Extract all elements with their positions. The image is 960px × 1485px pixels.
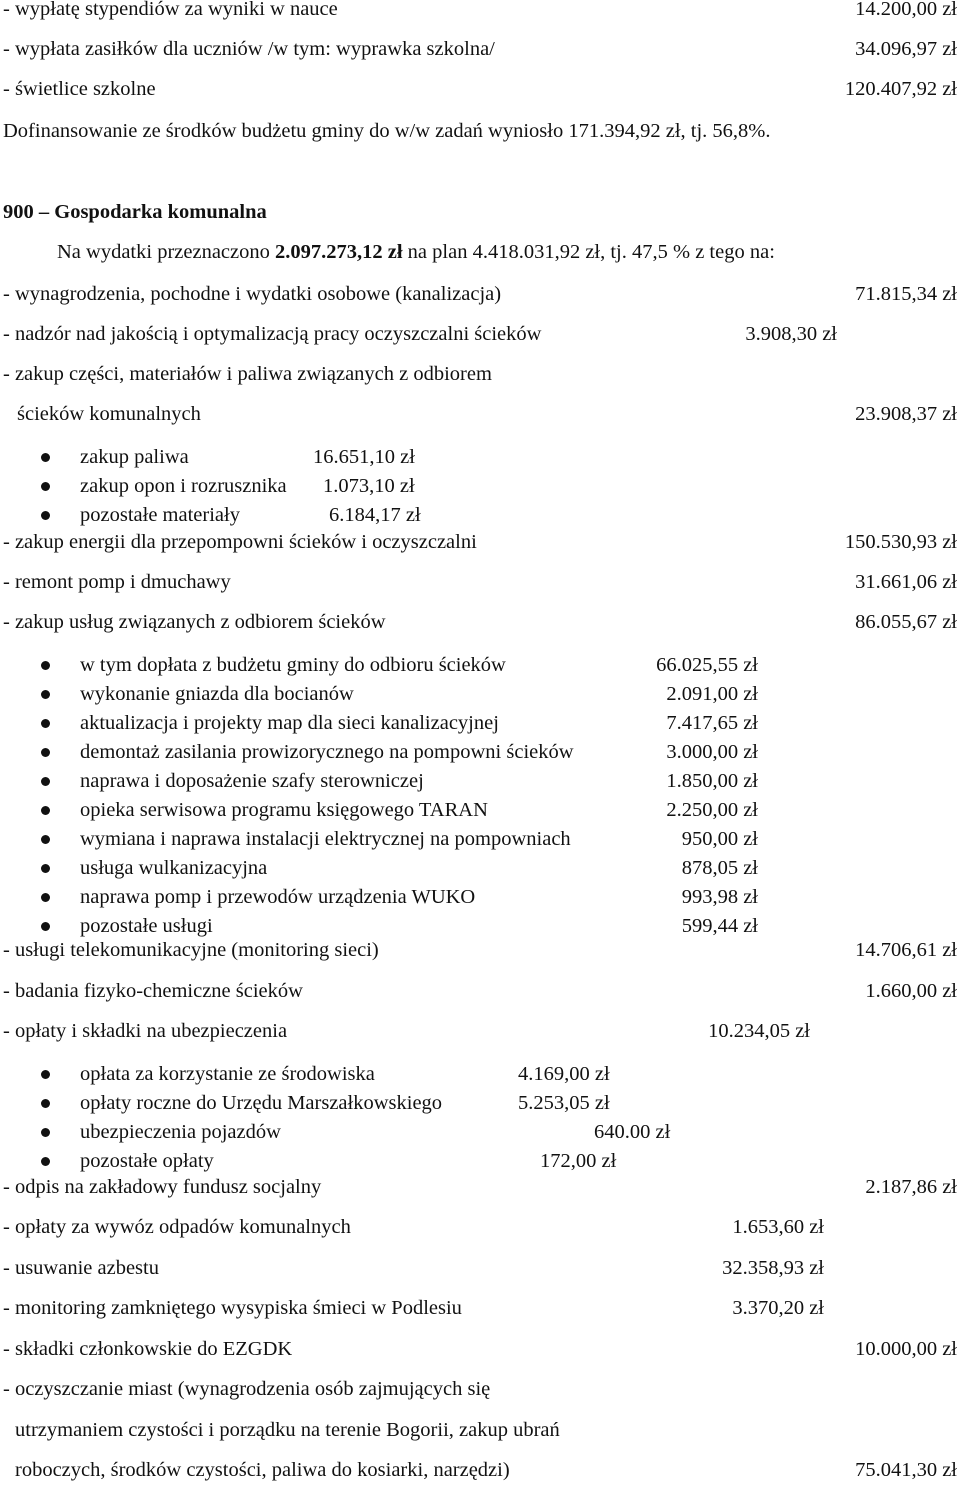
cofinancing-sentence: Dofinansowanie ze środków budżetu gminy do w/w zadań wyniosło 171.394,92 zł, tj. 56,8%. [3,120,771,142]
line-amount: 150.530,93 zł [844,531,957,553]
sub-item-amount: 5.253,05 zł [518,1092,610,1114]
sub-item-label: pozostałe opłaty [80,1150,214,1172]
line-label: - usługi telekomunikacyjne (monitoring sieci) [3,939,379,961]
sub-item-label: naprawa i doposażenie szafy sterowniczej [80,770,424,792]
line-label: - oczyszczanie miast (wynagrodzenia osób zajmujących się [3,1378,491,1400]
line-label-continued: roboczych, środków czystości, paliwa do kosiarki, narzędzi) [15,1459,510,1481]
sub-item-amount: 599,44 zł [681,915,758,937]
line-amount: 10.234,05 zł [708,1020,810,1042]
sub-item-amount: 16.651,10 zł [313,446,415,468]
sub-item-amount: 993,98 zł [681,886,758,908]
line-amount: 120.407,92 zł [844,78,957,100]
section-intro: Na wydatki przeznaczono 2.097.273,12 zł na plan 4.418.031,92 zł, tj. 47,5 % z tego na: [57,241,775,263]
line-label: - wynagrodzenia, pochodne i wydatki osobowe (kanalizacja) [3,283,502,305]
section-heading: 900 – Gospodarka komunalna [3,201,267,223]
line-amount: 14.200,00 zł [855,0,957,20]
sub-item-amount: 950,00 zł [681,828,758,850]
sub-item-label: opłata za korzystanie ze środowiska [80,1063,375,1085]
sub-item-amount: 1.850,00 zł [666,770,758,792]
line-amount: 32.358,93 zł [722,1257,824,1279]
sub-item-amount: 640.00 zł [594,1121,671,1143]
line-amount: 2.187,86 zł [865,1176,957,1198]
sub-item-amount: 878,05 zł [681,857,758,879]
line-label: - wypłatę stypendiów za wyniki w nauce [3,0,338,20]
line-amount: 34.096,97 zł [855,38,957,60]
sub-item-label: pozostałe usługi [80,915,213,937]
sub-item-amount: 2.091,00 zł [666,683,758,705]
line-amount: 71.815,34 zł [855,283,957,305]
line-label: - remont pomp i dmuchawy [3,571,231,593]
line-amount: 86.055,67 zł [855,611,957,633]
sub-item-amount: 3.000,00 zł [666,741,758,763]
line-label: - wypłata zasiłków dla uczniów /w tym: wyprawka szkolna/ [3,38,495,60]
line-label-continued: ścieków komunalnych [17,403,201,425]
line-label: - nadzór nad jakością i optymalizacją pracy oczyszczalni ścieków [3,323,542,345]
line-label: - opłaty za wywóz odpadów komunalnych [3,1216,351,1238]
line-label: - usuwanie azbestu [3,1257,159,1279]
sub-item-label: usługa wulkanizacyjna [80,857,268,879]
line-amount: 10.000,00 zł [855,1338,957,1360]
sub-item-label: wykonanie gniazda dla bocianów [80,683,354,705]
bullet-icon [41,1070,50,1079]
line-label: - zakup usług związanych z odbiorem ścieków [3,611,386,633]
sub-item-label: zakup opon i rozrusznika [80,475,287,497]
bullet-icon [41,806,50,815]
line-amount: 75.041,30 zł [855,1459,957,1481]
bullet-icon [41,719,50,728]
bullet-icon [41,835,50,844]
bullet-icon [41,893,50,902]
line-label: - świetlice szkolne [3,78,156,100]
sub-item-label: naprawa pomp i przewodów urządzenia WUKO [80,886,476,908]
bullet-icon [41,922,50,931]
bullet-icon [41,453,50,462]
line-amount: 23.908,37 zł [855,403,957,425]
sub-item-label: wymiana i naprawa instalacji elektrycznej na pompowniach [80,828,571,850]
line-label: - zakup energii dla przepompowni ścieków i oczyszczalni [3,531,477,553]
sub-item-amount: 2.250,00 zł [666,799,758,821]
bullet-icon [41,661,50,670]
sub-item-amount: 172,00 zł [540,1150,617,1172]
bullet-icon [41,1099,50,1108]
sub-item-label: pozostałe materiały [80,504,240,526]
line-label: - odpis na zakładowy fundusz socjalny [3,1176,322,1198]
bullet-icon [41,1128,50,1137]
bullet-icon [41,748,50,757]
line-amount: 3.908,30 zł [745,323,837,345]
sub-item-amount: 7.417,65 zł [666,712,758,734]
sub-item-label: ubezpieczenia pojazdów [80,1121,281,1143]
line-label: - monitoring zamkniętego wysypiska śmieci w Podlesiu [3,1297,462,1319]
sub-item-label: opieka serwisowa programu księgowego TARAN [80,799,488,821]
line-amount: 31.661,06 zł [855,571,957,593]
line-label-continued: utrzymaniem czystości i porządku na terenie Bogorii, zakup ubrań [15,1419,560,1441]
bullet-icon [41,511,50,520]
sub-item-label: zakup paliwa [80,446,189,468]
line-label: - opłaty i składki na ubezpieczenia [3,1020,288,1042]
bullet-icon [41,864,50,873]
sub-item-amount: 66.025,55 zł [656,654,758,676]
line-amount: 1.653,60 zł [732,1216,824,1238]
bullet-icon [41,482,50,491]
line-amount: 1.660,00 zł [865,980,957,1002]
sub-item-label: opłaty roczne do Urzędu Marszałkowskiego [80,1092,443,1114]
sub-item-amount: 4.169,00 zł [518,1063,610,1085]
sub-item-amount: 6.184,17 zł [329,504,421,526]
line-label: - zakup części, materiałów i paliwa związanych z odbiorem [3,363,492,385]
sub-item-label: demontaż zasilania prowizorycznego na pompowni ścieków [80,741,574,763]
line-amount: 3.370,20 zł [732,1297,824,1319]
sub-item-amount: 1.073,10 zł [323,475,415,497]
line-amount: 14.706,61 zł [855,939,957,961]
line-label: - badania fizyko-chemiczne ścieków [3,980,303,1002]
bullet-icon [41,777,50,786]
sub-item-label: w tym dopłata z budżetu gminy do odbioru ścieków [80,654,506,676]
line-label: - składki członkowskie do EZGDK [3,1338,293,1360]
bullet-icon [41,690,50,699]
bullet-icon [41,1157,50,1166]
sub-item-label: aktualizacja i projekty map dla sieci kanalizacyjnej [80,712,499,734]
